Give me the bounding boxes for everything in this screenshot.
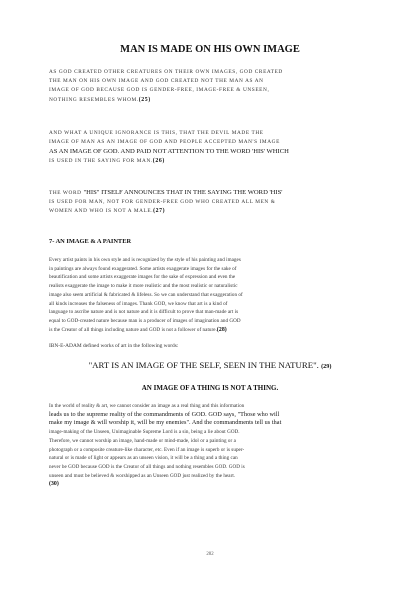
paragraph-2-last-line: IS USED IN THE SAYING FOR MAN.	[49, 157, 153, 164]
page-title: MAN IS MADE ON HIS OWN IMAGE	[120, 44, 300, 55]
paragraph-1	[49, 68, 369, 105]
paragraph-1-line: IMAGE OF GOD BECAUSE GOD IS GENDER-FREE, IMAGE-FREE & UNSEEN,	[49, 87, 270, 94]
quote-image-not-thing: AN IMAGE OF A THING IS NOT A THING.	[141, 384, 279, 392]
paragraph-6-line: image-making of the Unseen, Unimaginable Supreme Lord is a sin, being a lie about GOD.	[49, 429, 240, 436]
paragraph-4-line: Every artist paints in his own style and is recognized by the style of his painting and images	[49, 257, 241, 263]
paragraph-3-line: IS USED FOR MAN, NOT FOR GENDER-FREE GOD WHO CREATED ALL MEN &	[49, 199, 276, 206]
paragraph-3-line	[49, 188, 369, 198]
paragraph-3	[49, 188, 369, 217]
paragraph-3-his-phrase: "HIS" ITSELF ANNOUNCES THAT IN THE SAYING THE WORD 'HIS'	[83, 189, 283, 196]
paragraph-6	[49, 402, 369, 489]
paragraph-3-last-line: WOMEN AND WHO IS NOT A MALE.	[49, 208, 154, 215]
paragraph-4-line	[49, 326, 369, 335]
quote-art-image	[0, 360, 420, 370]
paragraph-6-line	[49, 480, 369, 489]
paragraph-2-line: IMAGE OF MAN AS AN IMAGE OF GOD AND PEOPLE ACCEPTED MAN'S IMAGE	[49, 139, 280, 146]
reference-28: (28)	[216, 326, 227, 333]
reference-26: (26)	[152, 157, 165, 164]
paragraph-5	[49, 342, 369, 351]
paragraph-1-line: AS GOD CREATED OTHER CREATURES ON THEIR OWN IMAGES, GOD CREATED	[49, 69, 283, 75]
paragraph-4	[49, 256, 369, 334]
paragraph-6-line: make my image & will worship it, will be my enemies". And the commandments tell us that	[49, 419, 282, 427]
paragraph-1-line: THE MAN ON HIS OWN IMAGE AND GOD CREATED NOT THE MAN AS AN	[49, 78, 264, 85]
paragraph-2-line	[49, 157, 369, 166]
paragraph-2-line: AND WHAT A UNIQUE IGNORANCE IS THIS, THAT THE DEVIL MADE THE	[49, 130, 264, 136]
section-heading: 7- AN IMAGE & A PAINTER	[49, 238, 132, 245]
paragraph-6-line: Therefore, we cannot worship an image, hand-made or mind-made, idol or a painting or a	[49, 437, 236, 444]
paragraph-4-line: equal to GOD-created nature because man is a producer of images of imagination and GOD	[49, 317, 241, 324]
paragraph-5-line: IBN-E-ADAM defined works of art in the following words:	[49, 343, 179, 349]
paragraph-6-line: natural or is made of light or appears as an unseen vision, it will be a thing and a thing can	[49, 455, 238, 462]
paragraph-1-line	[49, 96, 369, 105]
quote-art-image-text: "ART IS AN IMAGE OF THE SELF, SEEN IN THE NATURE".	[88, 360, 319, 370]
reference-27: (27)	[153, 208, 166, 215]
paragraph-6-line: never be GOD because GOD is the Creator of all things and nothing resembles GOD. GOD is	[49, 463, 245, 470]
paragraph-4-line: language to ascribe nature and is not nature and it is difficult to prove that man-made art is	[49, 309, 239, 316]
paragraph-6-line: photograph or a composite creature-like character, etc. Even if an image is superb or is super-	[49, 446, 245, 453]
paragraph-6-line: unseen and must be believed & worshipped as an Unseen GOD just realized by the heart.	[49, 472, 236, 479]
reference-25: (25)	[138, 96, 151, 103]
paragraph-4-line: realists exaggerate the image to make it more realistic and the most realistic or naturalistic	[49, 283, 238, 290]
paragraph-4-line: image also seem artificial & fabricated & lifeless. So we can understand that exaggeration of	[49, 291, 243, 298]
paragraph-4-line: beautification and some artists exaggerate images for the sake of expression and even the	[49, 274, 236, 281]
paragraph-4-line: all kinds increases the falseness of images. Thank GOD, we know that art is a kind of	[49, 300, 228, 307]
reference-30: (30)	[49, 481, 59, 488]
reference-29: (29)	[321, 363, 332, 370]
paragraph-2	[49, 129, 369, 166]
paragraph-3-line	[49, 207, 369, 216]
paragraph-4-line: in paintings are always found exaggerated. Some artists exaggerate images for the sake of	[49, 265, 237, 272]
paragraph-3-lead: THE WORD	[49, 190, 84, 196]
paragraph-6-line: leads us to the supreme reality of the commandments of GOD. GOD says, "Those who will	[49, 410, 280, 418]
paragraph-1-last-line: NOTHING RESEMBLES WHOM.	[49, 96, 139, 103]
paragraph-2-line: AS AN IMAGE OF GOD. AND PAID NOT ATTENTION TO THE WORD 'HIS' WHICH	[49, 148, 289, 156]
page-number: 282	[206, 552, 214, 557]
paragraph-6-line: In the world of reality & art, we cannot consider an image as a real thing and this information	[49, 403, 245, 409]
paragraph-4-last-line: is the Creator of all things including nature and GOD is not a follower of nature.	[49, 326, 217, 333]
